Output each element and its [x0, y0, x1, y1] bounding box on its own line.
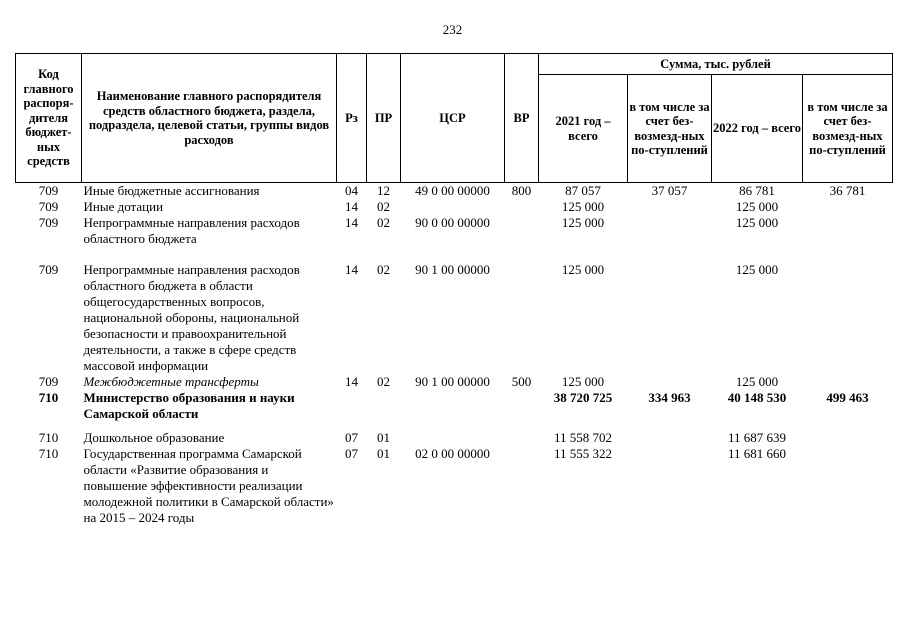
- row-rz: 14: [345, 199, 358, 214]
- row-rz: 07: [345, 430, 358, 445]
- row-name: Министерство образования и науки Самарской области: [83, 390, 295, 421]
- row-code: 709: [38, 374, 59, 389]
- row-pr: 01: [377, 430, 390, 445]
- row-vr: [505, 262, 539, 374]
- row-sum-2022: 11 687 639: [727, 430, 787, 445]
- row-name: Непрограммные направления расходов областного бюджета: [83, 215, 300, 246]
- row-csr: 90 1 00 00000: [415, 374, 490, 389]
- row-csr: 02 0 00 00000: [415, 446, 490, 461]
- row-name: Государственная программа Самарской области «Развитие образования и повышение эффективности реализации молодежной политики в Самарской области» на 2015 – 2024 годы: [83, 446, 334, 525]
- row-name: Иные бюджетные ассигнования: [83, 183, 260, 198]
- row-code: 709: [38, 262, 59, 277]
- row-free-2021: [628, 430, 712, 446]
- row-free-2021: 334 963: [648, 390, 691, 405]
- row-sum-2022: 125 000: [735, 374, 779, 389]
- row-csr: [401, 430, 505, 446]
- row-rz: 07: [345, 446, 358, 461]
- row-code: 710: [38, 446, 59, 461]
- row-code: 710: [38, 430, 59, 445]
- row-free-2021: [628, 199, 712, 215]
- row-vr: [505, 199, 539, 215]
- row-sum-2021: 38 720 725: [553, 390, 613, 405]
- table-row: [16, 430, 893, 446]
- row-sum-2022: 86 781: [739, 183, 775, 198]
- table-row: [16, 390, 893, 430]
- header-sum: Сумма, тыс. рублей: [539, 54, 893, 75]
- row-pr: 02: [377, 374, 390, 389]
- header-name: Наименование главного распорядителя средств областного бюджета, раздела, подраздела, целевой статьи, группы видов расходов: [82, 54, 337, 183]
- row-free-2022: [803, 430, 893, 446]
- row-vr: 800: [511, 183, 532, 198]
- header-2021-total: 2021 год – всего: [539, 75, 628, 183]
- row-sum-2022: 125 000: [735, 215, 779, 230]
- row-vr: [505, 446, 539, 526]
- row-free-2022: 499 463: [826, 390, 869, 405]
- row-sum-2021: 125 000: [561, 374, 605, 389]
- row-name: Непрограммные направления расходов областного бюджета в области общегосударственных вопросов, национальной обороны, национальной безопасности и правоохранительной деятельности, а также в сфере средств массовой информации: [83, 262, 300, 373]
- row-sum-2021: 87 057: [565, 183, 601, 198]
- row-code: 709: [38, 183, 59, 198]
- table-row: [16, 183, 893, 200]
- row-rz: 04: [345, 183, 358, 198]
- row-csr: 90 1 00 00000: [415, 262, 490, 277]
- row-sum-2021: 125 000: [561, 215, 605, 230]
- header-2022-total: 2022 год – всего: [712, 75, 803, 183]
- row-sum-2022: 125 000: [735, 199, 779, 214]
- row-free-2021: [628, 215, 712, 262]
- row-pr: 12: [377, 183, 390, 198]
- row-free-2022: [803, 262, 893, 374]
- row-free-2022: [803, 374, 893, 390]
- header-row-top: [16, 54, 893, 75]
- row-csr: 49 0 00 00000: [415, 183, 490, 198]
- row-sum-2022: 40 148 530: [727, 390, 787, 405]
- row-csr: [401, 390, 505, 430]
- row-free-2022: [803, 199, 893, 215]
- header-2021-free: в том числе за счет без-возмезд-ных по-ступлений: [628, 75, 712, 183]
- row-vr: [505, 430, 539, 446]
- header-rz: Рз: [337, 54, 367, 183]
- table-row: [16, 215, 893, 262]
- row-code: 709: [38, 199, 59, 214]
- row-code: 709: [38, 215, 59, 230]
- row-csr: 90 0 00 00000: [415, 215, 490, 230]
- table-row: [16, 446, 893, 526]
- row-sum-2022: 125 000: [735, 262, 779, 277]
- header-vr: ВР: [505, 54, 539, 183]
- row-free-2022: [803, 446, 893, 526]
- row-vr: [505, 390, 539, 430]
- row-rz: 14: [345, 215, 358, 230]
- row-name: Дошкольное образование: [83, 430, 225, 445]
- row-rz: 14: [345, 262, 358, 277]
- header-csr: ЦСР: [401, 54, 505, 183]
- row-sum-2021: 11 555 322: [553, 446, 613, 461]
- table-row: [16, 199, 893, 215]
- row-free-2022: [803, 215, 893, 262]
- row-csr: [401, 199, 505, 215]
- row-rz: 14: [345, 374, 358, 389]
- row-pr: [367, 390, 401, 430]
- row-sum-2022: 11 681 660: [727, 446, 787, 461]
- row-free-2021: [628, 446, 712, 526]
- row-pr: 02: [377, 262, 390, 277]
- budget-table: [15, 53, 893, 526]
- header-code: Код главного распоря-дителя бюджет-ных средств: [16, 54, 82, 183]
- row-code: 710: [38, 390, 59, 405]
- row-free-2021: 37 057: [651, 183, 688, 198]
- row-vr: 500: [511, 374, 532, 389]
- page-number: 232: [442, 22, 463, 37]
- row-sum-2021: 125 000: [561, 199, 605, 214]
- row-name: Межбюджетные трансферты: [83, 374, 259, 389]
- row-rz: [337, 390, 367, 430]
- row-free-2021: [628, 374, 712, 390]
- header-2022-free: в том числе за счет без-возмезд-ных по-ступлений: [803, 75, 893, 183]
- row-pr: 02: [377, 199, 390, 214]
- row-free-2022: 36 781: [829, 183, 866, 198]
- row-sum-2021: 125 000: [561, 262, 605, 277]
- row-pr: 01: [377, 446, 390, 461]
- row-pr: 02: [377, 215, 390, 230]
- table-row: [16, 262, 893, 374]
- row-free-2021: [628, 262, 712, 374]
- row-sum-2021: 11 558 702: [553, 430, 613, 445]
- row-vr: [505, 215, 539, 262]
- header-pr: ПР: [367, 54, 401, 183]
- row-name: Иные дотации: [83, 199, 164, 214]
- table-row: [16, 374, 893, 390]
